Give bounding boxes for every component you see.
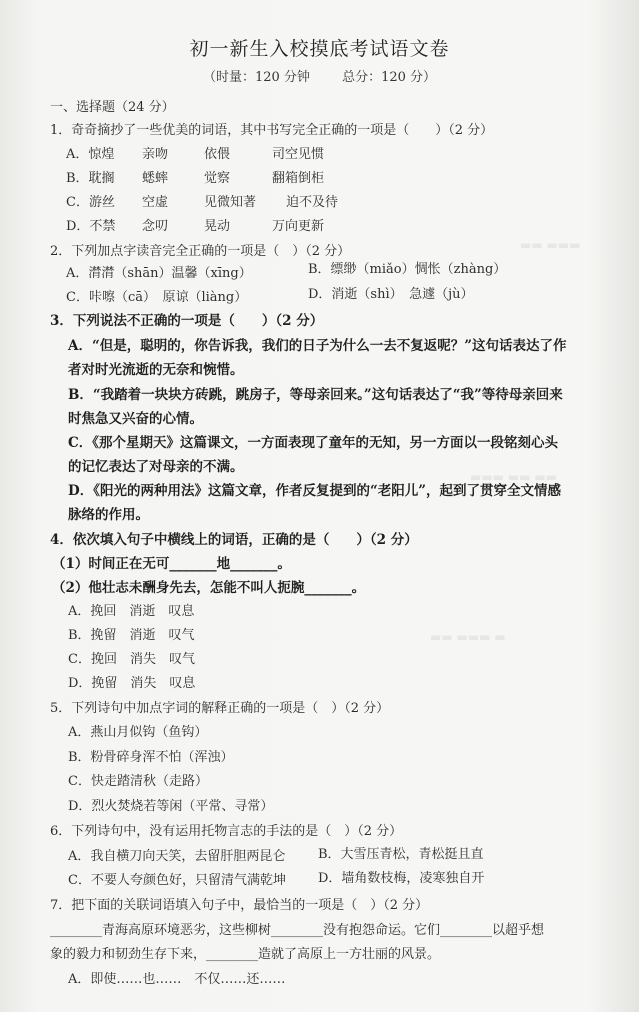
question-6-option-a: A．我自横刀向天笑，去留肝胆两昆仑 xyxy=(68,849,286,864)
question-7-option-a: A．即使……也…… 不仅……还…… xyxy=(68,972,286,987)
question-1-option-d: D．不禁 念叨 晃动 万向更新 xyxy=(66,219,325,234)
exam-subtitle xyxy=(0,66,639,85)
question-4-option-b: B．挽留 消逝 叹气 xyxy=(68,628,195,643)
question-3-line: D．《阳光的两种用法》这篇文章，作者反复提到的“老阳儿”，起到了贯穿全文情感 xyxy=(68,483,561,499)
question-3-stem: 3．下列说法不正确的一项是（ ）（2 分） xyxy=(50,313,324,329)
question-5-stem: 5．下列诗句中加点字词的解释正确的一项是（ ）（2 分） xyxy=(50,701,390,716)
question-5-option-c: C．快走踏清秋（走路） xyxy=(68,774,208,789)
bleed-through-mark: ▬▬ ▬▬▬ xyxy=(520,238,581,252)
question-1-option-c: C．游丝 空虚 见微知著 迫不及待 xyxy=(66,195,339,210)
question-5-option-b: B．粉骨碎身浑不怕（浑浊） xyxy=(68,750,234,765)
exam-total-score: 总分：120 分） xyxy=(342,70,437,85)
question-2-stem: 2．下列加点字读音完全正确的一项是（ ）（2 分） xyxy=(50,244,351,259)
question-7-passage-line: 象的毅力和韧劲生存下来，________造就了高原上一方壮丽的风景。 xyxy=(50,947,441,962)
question-4-sentence-2: （2）他壮志未酬身先去，怎能不叫人扼腕_______。 xyxy=(52,580,366,596)
question-1-stem: 1．奇奇摘抄了一些优美的词语，其中书写完全正确的一项是（ ）（2 分） xyxy=(50,123,494,138)
question-6-option-b: B．大雪压青松，青松挺且直 xyxy=(318,847,484,862)
question-2-option-b: B．缥缈（miǎo）惆怅（zhàng） xyxy=(308,262,507,277)
section-heading: 一、选择题（24 分） xyxy=(50,100,175,115)
question-6-stem: 6．下列诗句中，没有运用托物言志的手法的是（ ）（2 分） xyxy=(50,824,403,839)
question-2-option-a: A．潸潸（shān）温馨（xīng） xyxy=(66,266,252,281)
question-2-option-c: C．咔嚓（cā） 原谅（liàng） xyxy=(66,290,248,305)
question-4-option-c: C．挽回 消失 叹气 xyxy=(68,652,195,667)
question-4-stem: 4．依次填入句子中横线上的词语，正确的是（ ）（2 分） xyxy=(50,532,418,548)
question-1-option-a: A．惊煌 亲吻 依偎 司空见惯 xyxy=(66,147,325,162)
question-3-line: 时焦急又兴奋的心情。 xyxy=(68,411,203,427)
question-3-line: B．“我踏着一块块方砖跳，跳房子，等母亲回来。”这句话表达了“我”等待母亲回来 xyxy=(68,387,563,403)
question-5-option-a: A．燕山月似钩（鱼钩） xyxy=(68,725,208,740)
bleed-through-mark: ▬▬ ▬▬▬ ▬ xyxy=(430,630,506,644)
question-3-line: C．《那个星期天》这篇课文，一方面表现了童年的无知，另一方面以一段铭刻心头 xyxy=(68,435,558,451)
question-3-line: 者对时光流逝的无奈和惋惜。 xyxy=(68,362,244,378)
question-2-option-d: D．消逝（shì） 急遽（jù） xyxy=(308,287,474,302)
question-4-option-d: D．挽留 消失 叹息 xyxy=(68,676,196,691)
question-6-option-c: C．不要人夸颜色好，只留清气满乾坤 xyxy=(68,873,286,888)
question-7-stem: 7．把下面的关联词语填入句子中，最恰当的一项是（ ）（2 分） xyxy=(50,898,429,913)
question-3-line: 脉络的作用。 xyxy=(68,507,149,523)
question-5-option-d: D．烈火焚烧若等闲（平常、寻常） xyxy=(68,799,274,814)
question-3-line: A．“但是，聪明的，你告诉我，我们的日子为什么一去不复返呢？”这句话表达了作 xyxy=(68,338,567,354)
question-6-option-d: D．墙角数枝梅，凌寒独自开 xyxy=(318,871,485,886)
question-4-option-a: A．挽回 消逝 叹息 xyxy=(68,604,195,619)
exam-time: （时量：120 分钟 xyxy=(202,70,310,85)
question-1-option-b: B．耽搁 蟋蟀 觉察 翻箱倒柜 xyxy=(66,171,325,186)
exam-title: 初一新生入校摸底考试语文卷 xyxy=(189,38,450,60)
bleed-through-mark: ▬▬▬ ▬▬ ▬▬ xyxy=(470,470,557,484)
question-7-passage-line: ________青海高原环境恶劣，这些柳树________没有抱怨命运。它们________以超乎想 xyxy=(50,923,545,938)
question-3-line: 的记忆表达了对母亲的不满。 xyxy=(68,459,244,475)
question-4-sentence-1: （1）时间正在无可_______地_______。 xyxy=(52,556,291,572)
